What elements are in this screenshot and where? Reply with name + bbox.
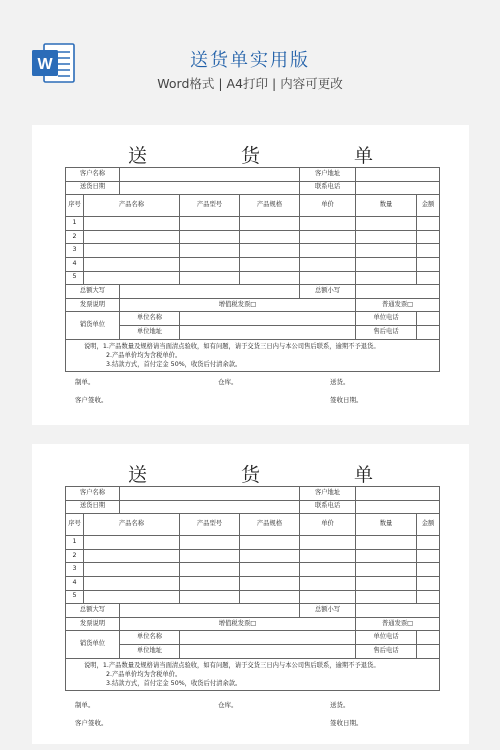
cell-spec[interactable] [240,257,300,271]
normal-invoice-checkbox[interactable]: 普通发票□ [356,617,440,631]
col-product-spec-header: 产品规格 [240,195,300,217]
invoice-label: 发票说明 [66,617,120,631]
customer-address-field[interactable] [356,168,440,182]
delivery-date-label: 送货日期 [66,181,120,195]
cell-model[interactable] [180,257,240,271]
cell-product-name[interactable] [84,576,180,590]
row-number: 1 [66,217,84,231]
unit-name-label: 单位名称 [120,312,180,326]
cell-spec[interactable] [240,576,300,590]
col-amount-header: 金额 [417,195,440,217]
cell-model[interactable] [180,590,240,604]
sheet-title: 送 货 单 [127,145,418,167]
row-number: 3 [66,244,84,258]
row-number: 5 [66,271,84,285]
total-lower-field[interactable] [356,285,440,299]
normal-invoice-checkbox[interactable]: 普通发票□ [356,298,440,312]
cell-product-name[interactable] [84,230,180,244]
after-sales-phone-label: 售后电话 [356,644,417,658]
unit-name-label: 单位名称 [120,631,180,645]
row-number: 3 [66,563,84,577]
unit-address-label: 单位地址 [120,644,180,658]
cell-product-name[interactable] [84,536,180,550]
delivery-form-table [65,167,440,372]
notes-cell [66,339,440,371]
cell-model[interactable] [180,230,240,244]
cell-price[interactable] [300,244,356,258]
cell-amount[interactable] [417,576,440,590]
table-row [66,217,440,231]
notes-cell [66,658,440,690]
row-number: 4 [66,576,84,590]
sheet-title: 送 货 单 [127,464,418,486]
cell-quantity[interactable] [356,230,417,244]
note-line-2: 2.产品单价均为含税单价。 [106,670,182,678]
cell-price[interactable] [300,217,356,231]
page-header [0,0,500,115]
cell-quantity[interactable] [356,244,417,258]
cell-model[interactable] [180,271,240,285]
cell-spec[interactable] [240,244,300,258]
unit-name-field[interactable] [180,631,356,645]
unit-address-label: 单位地址 [120,325,180,339]
cell-product-name[interactable] [84,563,180,577]
col-product-model-header: 产品型号 [180,195,240,217]
note-line-1: 说明，1.产品数量及规格请当面清点验收，如有问题，请于交货三日内与本公司售后联系，逾期不予退货。 [84,661,380,669]
cell-model[interactable] [180,244,240,258]
after-sales-phone-field[interactable] [417,644,440,658]
unit-phone-label: 单位电话 [356,631,417,645]
cell-amount[interactable] [417,563,440,577]
table-row [66,257,440,271]
cell-price[interactable] [300,563,356,577]
customer-address-field[interactable] [356,487,440,501]
customer-name-label: 客户名称 [66,168,120,182]
delivery-note-sheet-2 [32,444,469,744]
col-product-model-header: 产品型号 [180,514,240,536]
cell-product-name[interactable] [84,271,180,285]
warehouse-label: 仓库。 [218,701,238,709]
cell-model[interactable] [180,536,240,550]
after-sales-phone-field[interactable] [417,325,440,339]
note-line-3: 3.结款方式，首付定金 50%，收货后付清余款。 [106,679,242,687]
note-line-1: 说明，1.产品数量及规格请当面清点验收，如有问题，请于交货三日内与本公司售后联系，逾期不予退货。 [84,342,380,350]
table-row [66,244,440,258]
delivery-form-table [65,486,440,691]
cell-product-name[interactable] [84,590,180,604]
cell-model[interactable] [180,217,240,231]
contact-phone-label: 联系电话 [300,181,356,195]
cell-quantity[interactable] [356,549,417,563]
delivery-date-field[interactable] [120,500,300,514]
cell-quantity[interactable] [356,536,417,550]
seller-unit-label: 销货单位 [66,631,120,658]
cell-spec[interactable] [240,549,300,563]
col-product-name-header: 产品名称 [84,514,180,536]
col-unit-price-header: 单价 [300,195,356,217]
cell-amount[interactable] [417,271,440,285]
customer-name-label: 客户名称 [66,487,120,501]
col-seq-header: 序号 [66,195,84,217]
unit-phone-field[interactable] [417,631,440,645]
cell-spec[interactable] [240,536,300,550]
col-seq-header: 序号 [66,514,84,536]
delivery-note-sheet-1 [32,125,469,425]
col-product-name-header: 产品名称 [84,195,180,217]
customer-address-label: 客户地址 [300,487,356,501]
cell-quantity[interactable] [356,576,417,590]
cell-quantity[interactable] [356,217,417,231]
total-upper-field[interactable] [120,285,300,299]
page-subtitle: Word格式 | A4打印 | 内容可更改 [157,76,343,91]
vat-invoice-checkbox[interactable]: 增值税发票□ [120,298,356,312]
cell-quantity[interactable] [356,563,417,577]
after-sales-phone-label: 售后电话 [356,325,417,339]
cell-product-name[interactable] [84,549,180,563]
cell-price[interactable] [300,271,356,285]
cell-spec[interactable] [240,590,300,604]
unit-address-field[interactable] [180,644,356,658]
table-row [66,271,440,285]
cell-model[interactable] [180,563,240,577]
cell-product-name[interactable] [84,257,180,271]
cell-price[interactable] [300,230,356,244]
col-amount-header: 金额 [417,514,440,536]
customer-sign-label: 客户签收。 [75,396,108,404]
total-upper-field[interactable] [120,604,300,618]
customer-name-field[interactable] [120,487,300,501]
customer-address-label: 客户地址 [300,168,356,182]
total-upper-label: 总额大写 [66,604,120,618]
cell-spec[interactable] [240,563,300,577]
receive-date-label: 签收日期。 [330,719,363,727]
cell-amount[interactable] [417,217,440,231]
table-row [66,576,440,590]
cell-product-name[interactable] [84,244,180,258]
cell-amount[interactable] [417,230,440,244]
row-number: 2 [66,230,84,244]
row-number: 2 [66,549,84,563]
row-number: 4 [66,257,84,271]
maker-label: 制单。 [75,701,95,709]
cell-price[interactable] [300,536,356,550]
deliverer-label: 送货。 [330,378,350,386]
row-number: 1 [66,536,84,550]
cell-price[interactable] [300,590,356,604]
total-lower-field[interactable] [356,604,440,618]
cell-amount[interactable] [417,257,440,271]
note-line-3: 3.结款方式，首付定金 50%，收货后付清余款。 [106,360,242,368]
cell-spec[interactable] [240,217,300,231]
warehouse-label: 仓库。 [218,378,238,386]
table-row [66,549,440,563]
maker-label: 制单。 [75,378,95,386]
cell-product-name[interactable] [84,217,180,231]
total-upper-label: 总额大写 [66,285,120,299]
invoice-label: 发票说明 [66,298,120,312]
cell-spec[interactable] [240,271,300,285]
col-unit-price-header: 单价 [300,514,356,536]
contact-phone-label: 联系电话 [300,500,356,514]
table-row [66,230,440,244]
cell-model[interactable] [180,549,240,563]
unit-name-field[interactable] [180,312,356,326]
row-number: 5 [66,590,84,604]
unit-phone-field[interactable] [417,312,440,326]
table-row [66,536,440,550]
cell-quantity[interactable] [356,271,417,285]
customer-name-field[interactable] [120,168,300,182]
unit-phone-label: 单位电话 [356,312,417,326]
delivery-date-label: 送货日期 [66,500,120,514]
cell-price[interactable] [300,257,356,271]
contact-phone-field[interactable] [356,500,440,514]
customer-sign-label: 客户签收。 [75,719,108,727]
delivery-date-field[interactable] [120,181,300,195]
note-line-2: 2.产品单价均为含税单价。 [106,351,182,359]
cell-model[interactable] [180,576,240,590]
col-quantity-header: 数量 [356,514,417,536]
cell-amount[interactable] [417,549,440,563]
col-product-spec-header: 产品规格 [240,514,300,536]
table-row [66,563,440,577]
contact-phone-field[interactable] [356,181,440,195]
col-quantity-header: 数量 [356,195,417,217]
cell-price[interactable] [300,576,356,590]
page-title: 送货单实用版 [190,50,310,71]
cell-amount[interactable] [417,244,440,258]
cell-quantity[interactable] [356,257,417,271]
cell-amount[interactable] [417,590,440,604]
receive-date-label: 签收日期。 [330,396,363,404]
word-icon-letter: W [37,56,53,73]
deliverer-label: 送货。 [330,701,350,709]
vat-invoice-checkbox[interactable]: 增值税发票□ [120,617,356,631]
cell-quantity[interactable] [356,590,417,604]
total-lower-label: 总额小写 [300,604,356,618]
cell-amount[interactable] [417,536,440,550]
table-row [66,590,440,604]
cell-price[interactable] [300,549,356,563]
seller-unit-label: 销货单位 [66,312,120,339]
total-lower-label: 总额小写 [300,285,356,299]
unit-address-field[interactable] [180,325,356,339]
cell-spec[interactable] [240,230,300,244]
